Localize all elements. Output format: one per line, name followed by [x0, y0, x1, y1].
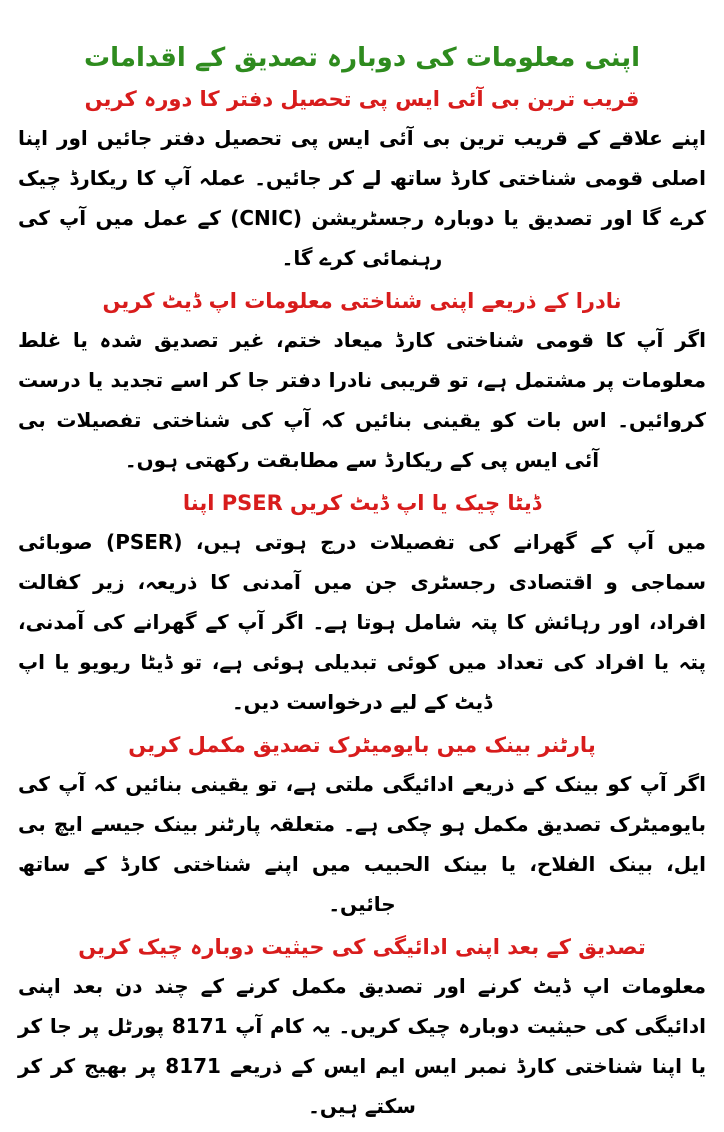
section-paragraph: میں آپ کے گھرانے کی تفصیلات درج ہوتی ہیں، (PSER) صوبائی سماجی و اقتصادی رجسٹری جن میں آمدنی کا ذریعہ، زیر کفالت افراد، اور رہائش کا پتہ شامل ہوتا ہے۔ اگر آپ کے گھرانے کی آمدنی، پتہ یا افراد کی تعداد میں کوئی تبدیلی ہوئی ہے، تو ڈیٹا ریویو یا اپ ڈیٹ کے لیے درخواست دیں۔	[18, 530, 706, 714]
section-paragraph: معلومات اپ ڈیٹ کرنے اور تصدیق مکمل کرنے کے چند دن بعد اپنی ادائیگی کی حیثیت دوبارہ چیک کریں۔ یہ کام آپ 8171 پورٹل پر جا کر یا اپنا شناختی کارڈ نمبر ایس ایم ایس کے ذریعے 8171 پر بھیج کر کر سکتے ہیں۔	[18, 974, 706, 1118]
section-recheck-payment-status	[18, 930, 706, 1126]
section-paragraph: اگر آپ کا قومی شناختی کارڈ میعاد ختم، غیر تصدیق شدہ یا غلط معلومات پر مشتمل ہے، تو قریبی نادرا دفتر جا کر اسے تجدید یا درست کروائیں۔ اس بات کو یقینی بنائیں کہ آپ کی شناختی تفصیلات بی آئی ایس پی کے ریکارڈ سے مطابقت رکھتی ہوں۔	[18, 328, 706, 472]
section-update-nadra	[18, 284, 706, 480]
section-heading: تصدیق کے بعد اپنی ادائیگی کی حیثیت دوبارہ چیک کریں	[78, 935, 646, 959]
page-title: اپنی معلومات کی دوبارہ تصدیق کے اقدامات	[83, 43, 641, 73]
section-heading: پارٹنر بینک میں بایومیٹرک تصدیق مکمل کریں	[128, 733, 596, 757]
section-heading: قریب ترین بی آئی ایس پی تحصیل دفتر کا دورہ کریں	[84, 87, 640, 111]
section-paragraph: اپنے علاقے کے قریب ترین بی آئی ایس پی تحصیل دفتر جائیں اور اپنا اصلی قومی شناختی کارڈ ساتھ لے کر جائیں۔ عملہ آپ کا ریکارڈ چیک کرے گا اور تصدیق یا دوبارہ رجسٹریشن (CNIC) کے عمل میں آپ کی رہنمائی کرے گا۔	[18, 126, 706, 270]
section-pser-data	[18, 486, 706, 722]
section-paragraph: اگر آپ کو بینک کے ذریعے ادائیگی ملتی ہے، تو یقینی بنائیں کہ آپ کی بایومیٹرک تصدیق مکمل ہو چکی ہے۔ متعلقہ پارٹنر بینک جیسے ایچ بی ایل، بینک الفلاح، یا بینک الحبیب میں اپنے شناختی کارڈ کے ساتھ جائیں۔	[18, 772, 706, 916]
section-biometric-verification	[18, 728, 706, 924]
section-heading: نادرا کے ذریعے اپنی شناختی معلومات اپ ڈیٹ کریں	[102, 289, 622, 313]
document-page	[18, 38, 706, 1132]
section-visit-tehsil-office	[18, 82, 706, 278]
section-heading: ڈیٹا چیک یا اپ ڈیٹ کریں PSER اپنا	[182, 491, 542, 515]
